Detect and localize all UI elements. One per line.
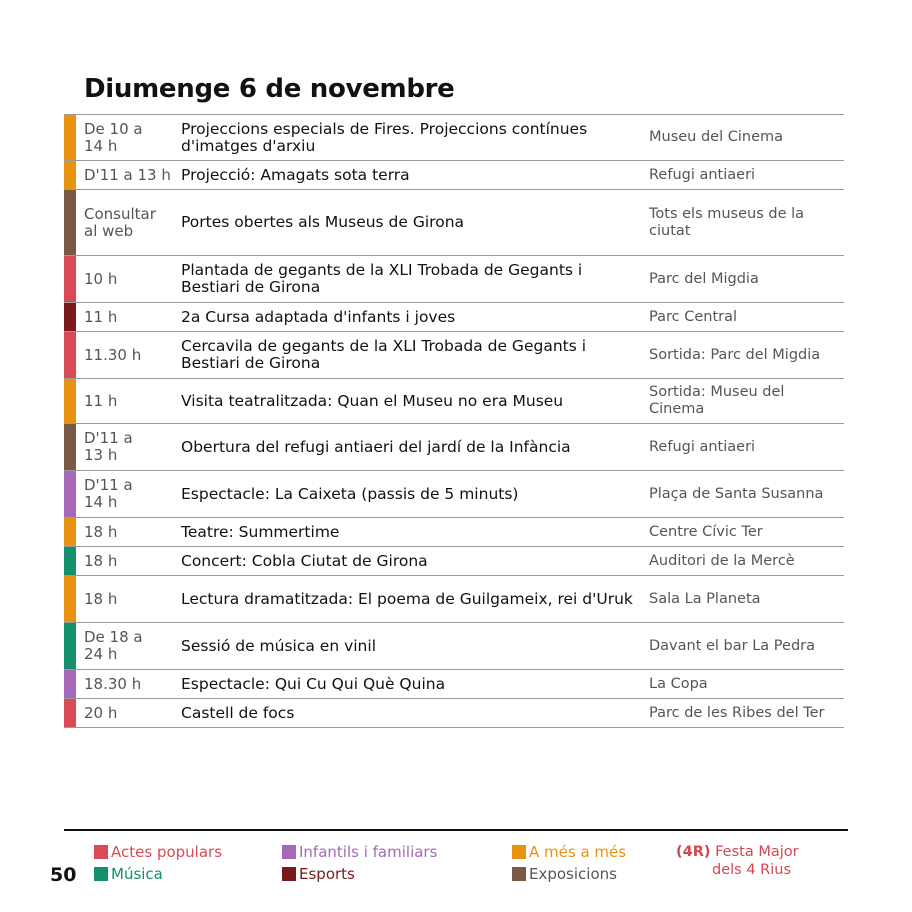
legend-exposicions	[512, 865, 617, 883]
event-time: 11 h	[84, 391, 118, 410]
table-row	[64, 190, 844, 256]
event-title: Projecció: Amagats sota terra	[181, 165, 410, 184]
event-title: Lectura dramatitzada: El poema de Guilgameix, rei d'Uruk	[181, 589, 633, 608]
event-time: Consultar al web	[84, 204, 156, 240]
table-row	[64, 576, 844, 623]
event-title: Projeccions especials de Fires. Projeccions contínues d'imatges d'arxiu	[181, 119, 588, 155]
event-title: Concert: Cobla Ciutat de Girona	[181, 551, 428, 570]
legend-label-exposicions: Exposicions	[529, 865, 617, 883]
legend-a-mes	[512, 843, 626, 861]
legend-label-a-mes: A més a més	[529, 843, 627, 861]
table-row	[64, 256, 844, 303]
event-title: Obertura del refugi antiaeri del jardí de la Infància	[181, 437, 571, 456]
event-time: De 18 a 24 h	[84, 628, 143, 663]
table-row	[64, 161, 844, 190]
event-place: Museu del Cinema	[649, 129, 784, 145]
event-place: Sortida: Museu del Cinema	[649, 384, 785, 417]
page-title: Diumenge 6 de novembre	[84, 74, 455, 104]
category-color-bar	[64, 303, 76, 331]
event-time: D'11 a 13 h	[84, 165, 171, 184]
legend-swatch-infantils	[282, 845, 296, 859]
table-row	[64, 623, 844, 670]
table-row	[64, 547, 844, 576]
event-time: 10 h	[84, 269, 118, 288]
note-line1: Festa Major	[715, 844, 799, 860]
legend-esports	[282, 865, 355, 883]
category-color-bar	[64, 332, 76, 378]
event-title: Visita teatralitzada: Quan el Museu no era Museu	[181, 391, 564, 410]
event-time: 18 h	[84, 551, 118, 570]
category-color-bar	[64, 623, 76, 669]
category-color-bar	[64, 161, 76, 189]
note-line2: dels 4 Rius	[712, 862, 791, 878]
event-time: D'11 a 13 h	[84, 429, 133, 464]
legend-actes-populars	[94, 843, 222, 861]
event-title: Plantada de gegants de la XLI Trobada de Gegants i Bestiari de Girona	[181, 261, 583, 296]
event-place: Plaça de Santa Susanna	[649, 485, 824, 502]
legend-note-4r	[676, 843, 799, 879]
event-time: D'11 a 14 h	[84, 476, 133, 511]
table-row	[64, 379, 844, 424]
event-place: Auditori de la Mercè	[649, 552, 795, 569]
event-time: 11 h	[84, 307, 118, 326]
table-row	[64, 699, 844, 728]
category-color-bar	[64, 379, 76, 423]
category-color-bar	[64, 547, 76, 575]
table-row	[64, 303, 844, 332]
event-place: Refugi antiaeri	[649, 166, 756, 183]
event-title: Sessió de música en vinil	[181, 636, 376, 655]
legend-musica	[94, 865, 163, 883]
event-place: Refugi antiaeri	[649, 438, 756, 455]
event-place: Parc del Migdia	[649, 270, 759, 287]
category-color-bar	[64, 190, 76, 255]
legend-label-actes-populars: Actes populars	[111, 843, 223, 861]
legend-label-musica: Música	[111, 865, 163, 883]
legend-infantils	[282, 843, 437, 861]
category-color-bar	[64, 576, 76, 622]
category-color-bar	[64, 670, 76, 698]
event-place: Sortida: Parc del Migdia	[649, 346, 821, 363]
event-title: Portes obertes als Museus de Girona	[181, 213, 465, 231]
note-code: (4R)	[676, 844, 711, 860]
category-color-bar	[64, 115, 76, 160]
category-color-bar	[64, 424, 76, 470]
legend-swatch-exposicions	[512, 867, 526, 881]
table-row	[64, 115, 844, 161]
category-color-bar	[64, 518, 76, 546]
footer-divider	[64, 829, 848, 831]
legend-swatch-esports	[282, 867, 296, 881]
event-title: Espectacle: La Caixeta (passis de 5 minuts)	[181, 484, 519, 503]
event-title: Espectacle: Qui Cu Qui Què Quina	[181, 674, 446, 693]
event-place: Davant el bar La Pedra	[649, 637, 815, 654]
legend-swatch-a-mes	[512, 845, 526, 859]
legend-label-esports: Esports	[299, 865, 355, 883]
event-time: 20 h	[84, 703, 118, 722]
page-number: 50	[50, 864, 77, 886]
table-row	[64, 332, 844, 379]
table-row	[64, 518, 844, 547]
table-row	[64, 424, 844, 471]
category-color-bar	[64, 256, 76, 302]
table-row	[64, 471, 844, 518]
event-place: Parc de les Ribes del Ter	[649, 704, 825, 721]
event-time: 18 h	[84, 522, 118, 541]
event-place: Centre Cívic Ter	[649, 523, 763, 540]
event-title: 2a Cursa adaptada d'infants i joves	[181, 307, 456, 326]
event-place: Parc Central	[649, 308, 737, 325]
schedule-table	[64, 114, 844, 728]
event-place: Sala La Planeta	[649, 590, 761, 607]
category-color-bar	[64, 471, 76, 517]
event-time: 18 h	[84, 589, 118, 608]
legend-swatch-actes-populars	[94, 845, 108, 859]
event-time: 18.30 h	[84, 674, 142, 693]
event-time: 11.30 h	[84, 345, 142, 364]
legend-swatch-musica	[94, 867, 108, 881]
event-place: La Copa	[649, 675, 708, 692]
category-color-bar	[64, 699, 76, 727]
table-row	[64, 670, 844, 699]
event-title: Cercavila de gegants de la XLI Trobada de Gegants i Bestiari de Girona	[181, 337, 587, 372]
legend-label-infantils: Infantils i familiars	[299, 843, 438, 861]
event-title: Teatre: Summertime	[181, 522, 340, 541]
event-title: Castell de focs	[181, 703, 295, 722]
event-place: Tots els museus de la ciutat	[649, 205, 805, 239]
event-time: De 10 a 14 h	[84, 119, 143, 155]
